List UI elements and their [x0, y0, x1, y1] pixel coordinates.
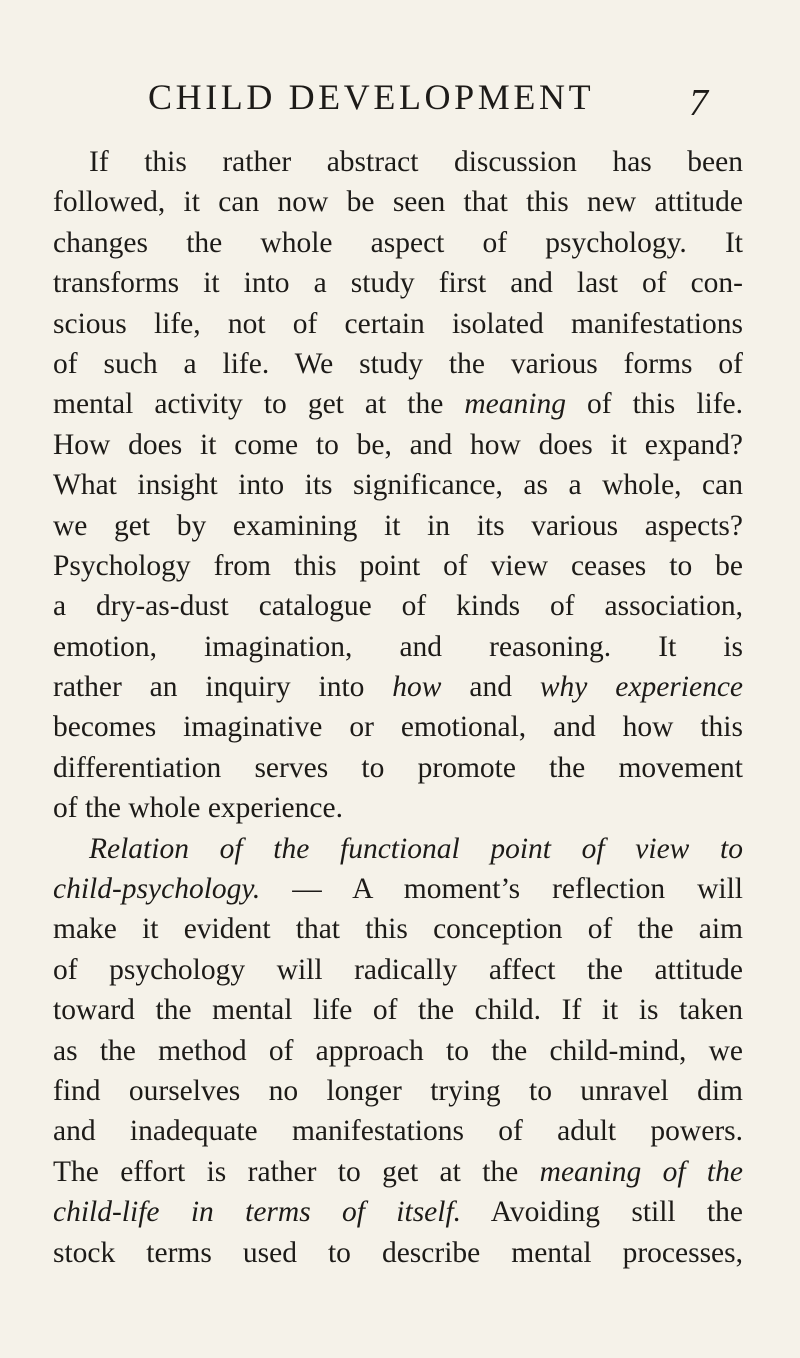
text-run: changes the whole aspect of psychology. It: [53, 226, 743, 259]
text-line: [53, 223, 743, 263]
running-title: CHILD DEVELOPMENT: [148, 77, 595, 117]
text-run: scious life, not of certain isolated manifestations: [53, 307, 743, 340]
text-line: [53, 627, 743, 667]
text-run: differentiation serves to promote the movement: [53, 751, 743, 784]
text-line: [53, 344, 743, 384]
text-line: [53, 748, 743, 788]
text-run: — A moment’s reflection will: [260, 873, 743, 906]
text-line: [53, 506, 743, 546]
text-line: [53, 384, 743, 424]
text-run: What insight into its significance, as a whole, can: [53, 469, 743, 502]
text-run: toward the mental life of the child. If it is taken: [53, 994, 743, 1027]
text-run: make it evident that this conception of the aim: [53, 913, 743, 946]
text-run: of this life.: [565, 388, 744, 421]
text-line: [53, 546, 743, 586]
text-line: [53, 1233, 743, 1273]
text-line: [53, 788, 743, 828]
text-run: transforms it into a study first and last of con-: [53, 267, 743, 300]
text-run: of such a life. We study the various forms of: [53, 347, 743, 380]
italic-text: how: [392, 671, 442, 704]
text-run: Psychology from this point of view ceases to be: [53, 549, 743, 582]
text-run: becomes imaginative or emotional, and how this: [53, 711, 743, 744]
italic-text: Relation of the functional point of view to: [89, 832, 743, 865]
text-line: [53, 869, 743, 909]
text-line: [53, 667, 743, 707]
running-head: [148, 74, 708, 124]
text-run: Avoiding still the: [461, 1196, 744, 1229]
text-line: [53, 707, 743, 747]
text-run: find ourselves no longer trying to unravel dim: [53, 1074, 743, 1107]
text-run: The effort is rather to get at the: [53, 1155, 540, 1188]
text-run: rather an inquiry into: [53, 671, 393, 704]
text-line: [53, 1071, 743, 1111]
text-run: If this rather abstract discussion has been: [89, 146, 743, 178]
text-line: [53, 425, 743, 465]
text-line: [53, 990, 743, 1030]
text-run: of the whole experience.: [53, 792, 343, 825]
text-line: [53, 142, 743, 182]
italic-text: meaning: [464, 388, 566, 421]
text-line: [53, 263, 743, 303]
text-run: How does it come to be, and how does it expand?: [53, 428, 743, 461]
text-run: we get by examining it in its various aspects?: [53, 509, 743, 542]
text-run: and inadequate manifestations of adult powers.: [53, 1115, 743, 1148]
text-run: as the method of approach to the child-mind, we: [53, 1034, 743, 1067]
page-number: 7: [689, 82, 708, 124]
text-line: [53, 304, 743, 344]
italic-text: meaning of the: [539, 1155, 743, 1188]
text-line: [53, 829, 743, 869]
text-line: [53, 586, 743, 626]
italic-text: child-life in terms of itself.: [53, 1196, 462, 1229]
text-run: and: [441, 671, 540, 704]
text-line: [53, 950, 743, 990]
text-line: [53, 1152, 743, 1192]
italic-text: why experience: [539, 671, 744, 704]
italic-text: child-psychology.: [53, 873, 261, 906]
text-run: emotion, imagination, and reasoning. It is: [53, 630, 743, 663]
text-line: [53, 182, 743, 222]
text-line: [53, 1031, 743, 1071]
text-run: followed, it can now be seen that this new attitude: [53, 186, 743, 219]
text-line: [53, 1111, 743, 1151]
text-line: [53, 1192, 743, 1232]
text-run: a dry-as-dust catalogue of kinds of association,: [53, 590, 743, 623]
body-text: [53, 142, 743, 1273]
text-line: [53, 909, 743, 949]
text-run: mental activity to get at the: [53, 388, 465, 421]
text-run: of psychology will radically affect the attitude: [53, 953, 743, 986]
text-line: [53, 465, 743, 505]
text-run: stock terms used to describe mental processes,: [53, 1236, 743, 1269]
